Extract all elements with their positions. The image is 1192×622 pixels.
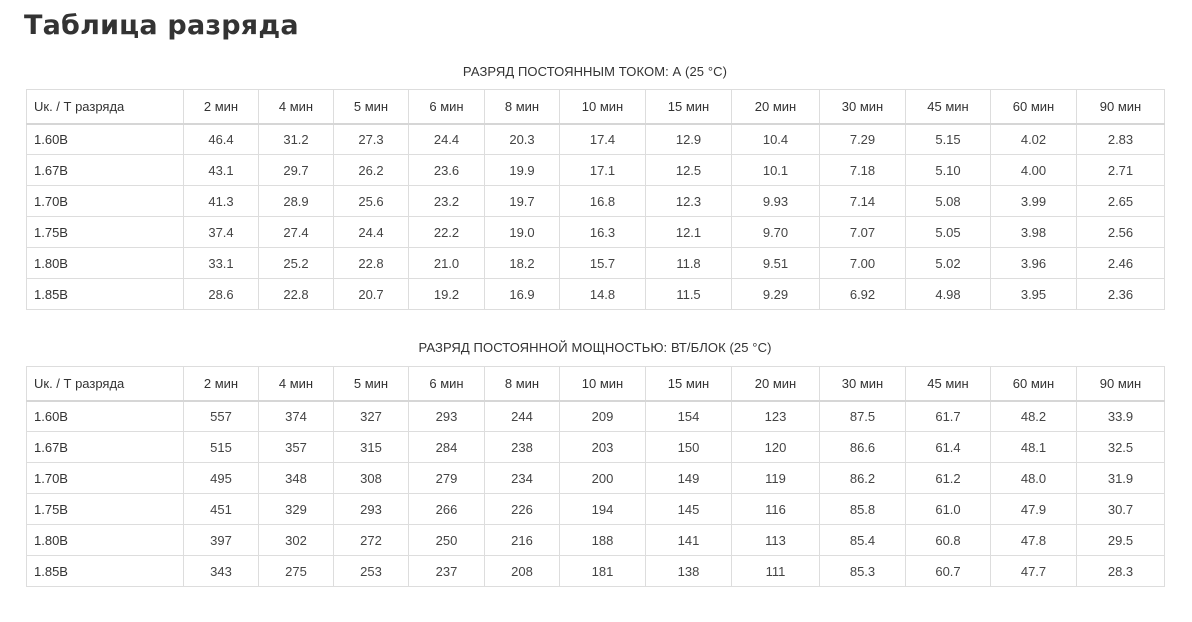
value-cell: 2.56 — [1077, 217, 1165, 248]
value-cell: 495 — [184, 463, 259, 494]
value-cell: 557 — [184, 401, 259, 432]
value-cell: 253 — [334, 556, 409, 587]
value-cell: 86.2 — [820, 463, 906, 494]
header-cell-label: Uк. / Т разряда — [27, 367, 184, 401]
value-cell: 451 — [184, 494, 259, 525]
value-cell: 85.8 — [820, 494, 906, 525]
value-cell: 150 — [646, 432, 732, 463]
value-cell: 357 — [259, 432, 334, 463]
value-cell: 154 — [646, 401, 732, 432]
value-cell: 12.5 — [646, 155, 732, 186]
header-cell: 5 мин — [334, 367, 409, 401]
value-cell: 244 — [485, 401, 560, 432]
value-cell: 226 — [485, 494, 560, 525]
value-cell: 200 — [560, 463, 646, 494]
value-cell: 234 — [485, 463, 560, 494]
value-cell: 315 — [334, 432, 409, 463]
voltage-cell: 1.70В — [27, 463, 184, 494]
header-cell: 2 мин — [184, 90, 259, 124]
value-cell: 61.0 — [906, 494, 991, 525]
value-cell: 12.1 — [646, 217, 732, 248]
value-cell: 113 — [732, 525, 820, 556]
value-cell: 284 — [409, 432, 485, 463]
voltage-cell: 1.75В — [27, 494, 184, 525]
value-cell: 209 — [560, 401, 646, 432]
value-cell: 266 — [409, 494, 485, 525]
voltage-cell: 1.70В — [27, 186, 184, 217]
voltage-cell: 1.67В — [27, 432, 184, 463]
value-cell: 11.8 — [646, 248, 732, 279]
value-cell: 9.51 — [732, 248, 820, 279]
value-cell: 22.8 — [259, 279, 334, 310]
table-row — [27, 432, 1165, 463]
value-cell: 16.9 — [485, 279, 560, 310]
value-cell: 145 — [646, 494, 732, 525]
value-cell: 194 — [560, 494, 646, 525]
value-cell: 61.4 — [906, 432, 991, 463]
value-cell: 216 — [485, 525, 560, 556]
value-cell: 32.5 — [1077, 432, 1165, 463]
value-cell: 30.7 — [1077, 494, 1165, 525]
page-title: Таблица разряда — [24, 10, 299, 41]
header-cell: 6 мин — [409, 90, 485, 124]
table-row — [27, 556, 1165, 587]
value-cell: 181 — [560, 556, 646, 587]
value-cell: 2.65 — [1077, 186, 1165, 217]
value-cell: 85.3 — [820, 556, 906, 587]
header-cell-label: Uк. / Т разряда — [27, 90, 184, 124]
table-row — [27, 279, 1165, 310]
voltage-cell: 1.67В — [27, 155, 184, 186]
voltage-cell: 1.60В — [27, 124, 184, 155]
value-cell: 12.3 — [646, 186, 732, 217]
value-cell: 48.2 — [991, 401, 1077, 432]
voltage-cell: 1.80В — [27, 248, 184, 279]
value-cell: 60.8 — [906, 525, 991, 556]
value-cell: 33.1 — [184, 248, 259, 279]
header-cell: 30 мин — [820, 90, 906, 124]
value-cell: 5.15 — [906, 124, 991, 155]
voltage-cell: 1.60В — [27, 401, 184, 432]
value-cell: 5.10 — [906, 155, 991, 186]
value-cell: 24.4 — [409, 124, 485, 155]
value-cell: 20.3 — [485, 124, 560, 155]
value-cell: 374 — [259, 401, 334, 432]
value-cell: 25.2 — [259, 248, 334, 279]
value-cell: 348 — [259, 463, 334, 494]
value-cell: 19.9 — [485, 155, 560, 186]
value-cell: 119 — [732, 463, 820, 494]
value-cell: 27.4 — [259, 217, 334, 248]
header-cell: 90 мин — [1077, 367, 1165, 401]
value-cell: 28.6 — [184, 279, 259, 310]
value-cell: 31.2 — [259, 124, 334, 155]
value-cell: 14.8 — [560, 279, 646, 310]
value-cell: 3.96 — [991, 248, 1077, 279]
header-cell: 45 мин — [906, 90, 991, 124]
value-cell: 308 — [334, 463, 409, 494]
value-cell: 17.4 — [560, 124, 646, 155]
table-row — [27, 155, 1165, 186]
value-cell: 60.7 — [906, 556, 991, 587]
value-cell: 47.9 — [991, 494, 1077, 525]
value-cell: 22.2 — [409, 217, 485, 248]
value-cell: 21.0 — [409, 248, 485, 279]
header-cell: 10 мин — [560, 90, 646, 124]
value-cell: 120 — [732, 432, 820, 463]
value-cell: 11.5 — [646, 279, 732, 310]
value-cell: 25.6 — [334, 186, 409, 217]
value-cell: 85.4 — [820, 525, 906, 556]
value-cell: 123 — [732, 401, 820, 432]
voltage-cell: 1.75В — [27, 217, 184, 248]
header-cell: 20 мин — [732, 90, 820, 124]
value-cell: 61.2 — [906, 463, 991, 494]
value-cell: 111 — [732, 556, 820, 587]
header-cell: 10 мин — [560, 367, 646, 401]
value-cell: 7.00 — [820, 248, 906, 279]
value-cell: 46.4 — [184, 124, 259, 155]
table-row — [27, 217, 1165, 248]
voltage-cell: 1.80В — [27, 525, 184, 556]
value-cell: 250 — [409, 525, 485, 556]
value-cell: 7.18 — [820, 155, 906, 186]
value-cell: 5.02 — [906, 248, 991, 279]
value-cell: 24.4 — [334, 217, 409, 248]
header-cell: 60 мин — [991, 367, 1077, 401]
value-cell: 4.98 — [906, 279, 991, 310]
header-cell: 8 мин — [485, 367, 560, 401]
value-cell: 19.7 — [485, 186, 560, 217]
value-cell: 275 — [259, 556, 334, 587]
value-cell: 9.70 — [732, 217, 820, 248]
value-cell: 515 — [184, 432, 259, 463]
value-cell: 2.36 — [1077, 279, 1165, 310]
value-cell: 33.9 — [1077, 401, 1165, 432]
value-cell: 3.98 — [991, 217, 1077, 248]
value-cell: 7.07 — [820, 217, 906, 248]
value-cell: 23.6 — [409, 155, 485, 186]
voltage-cell: 1.85В — [27, 556, 184, 587]
value-cell: 27.3 — [334, 124, 409, 155]
value-cell: 4.00 — [991, 155, 1077, 186]
value-cell: 26.2 — [334, 155, 409, 186]
table-row — [27, 124, 1165, 155]
value-cell: 47.8 — [991, 525, 1077, 556]
value-cell: 272 — [334, 525, 409, 556]
value-cell: 116 — [732, 494, 820, 525]
value-cell: 302 — [259, 525, 334, 556]
header-cell: 6 мин — [409, 367, 485, 401]
value-cell: 9.29 — [732, 279, 820, 310]
table-row — [27, 248, 1165, 279]
value-cell: 4.02 — [991, 124, 1077, 155]
value-cell: 86.6 — [820, 432, 906, 463]
value-cell: 22.8 — [334, 248, 409, 279]
constant-power-table — [26, 366, 1165, 587]
header-cell: 45 мин — [906, 367, 991, 401]
value-cell: 19.0 — [485, 217, 560, 248]
value-cell: 10.4 — [732, 124, 820, 155]
value-cell: 16.8 — [560, 186, 646, 217]
value-cell: 397 — [184, 525, 259, 556]
value-cell: 329 — [259, 494, 334, 525]
value-cell: 47.7 — [991, 556, 1077, 587]
value-cell: 2.46 — [1077, 248, 1165, 279]
value-cell: 48.0 — [991, 463, 1077, 494]
value-cell: 9.93 — [732, 186, 820, 217]
value-cell: 7.29 — [820, 124, 906, 155]
value-cell: 43.1 — [184, 155, 259, 186]
header-cell: 20 мин — [732, 367, 820, 401]
value-cell: 238 — [485, 432, 560, 463]
header-cell: 60 мин — [991, 90, 1077, 124]
value-cell: 10.1 — [732, 155, 820, 186]
table-caption-constant-power: РАЗРЯД ПОСТОЯННОЙ МОЩНОСТЬЮ: ВТ/БЛОК (25 °С) — [418, 340, 772, 355]
value-cell: 23.2 — [409, 186, 485, 217]
value-cell: 138 — [646, 556, 732, 587]
value-cell: 20.7 — [334, 279, 409, 310]
value-cell: 28.3 — [1077, 556, 1165, 587]
table-row — [27, 401, 1165, 432]
header-cell: 4 мин — [259, 367, 334, 401]
table-row — [27, 463, 1165, 494]
value-cell: 6.92 — [820, 279, 906, 310]
value-cell: 61.7 — [906, 401, 991, 432]
value-cell: 31.9 — [1077, 463, 1165, 494]
value-cell: 188 — [560, 525, 646, 556]
value-cell: 293 — [409, 401, 485, 432]
table-row — [27, 186, 1165, 217]
value-cell: 18.2 — [485, 248, 560, 279]
value-cell: 7.14 — [820, 186, 906, 217]
value-cell: 3.95 — [991, 279, 1077, 310]
constant-current-table — [26, 89, 1165, 310]
value-cell: 12.9 — [646, 124, 732, 155]
header-cell: 30 мин — [820, 367, 906, 401]
header-cell: 90 мин — [1077, 90, 1165, 124]
value-cell: 141 — [646, 525, 732, 556]
value-cell: 17.1 — [560, 155, 646, 186]
value-cell: 15.7 — [560, 248, 646, 279]
value-cell: 19.2 — [409, 279, 485, 310]
value-cell: 5.05 — [906, 217, 991, 248]
table-header-row — [27, 367, 1165, 401]
value-cell: 29.7 — [259, 155, 334, 186]
value-cell: 208 — [485, 556, 560, 587]
value-cell: 279 — [409, 463, 485, 494]
value-cell: 16.3 — [560, 217, 646, 248]
value-cell: 28.9 — [259, 186, 334, 217]
value-cell: 2.83 — [1077, 124, 1165, 155]
value-cell: 327 — [334, 401, 409, 432]
value-cell: 87.5 — [820, 401, 906, 432]
value-cell: 237 — [409, 556, 485, 587]
value-cell: 343 — [184, 556, 259, 587]
value-cell: 2.71 — [1077, 155, 1165, 186]
table-row — [27, 525, 1165, 556]
header-cell: 15 мин — [646, 90, 732, 124]
value-cell: 29.5 — [1077, 525, 1165, 556]
header-cell: 5 мин — [334, 90, 409, 124]
value-cell: 5.08 — [906, 186, 991, 217]
header-cell: 15 мин — [646, 367, 732, 401]
header-cell: 2 мин — [184, 367, 259, 401]
value-cell: 293 — [334, 494, 409, 525]
value-cell: 41.3 — [184, 186, 259, 217]
value-cell: 3.99 — [991, 186, 1077, 217]
value-cell: 203 — [560, 432, 646, 463]
header-cell: 4 мин — [259, 90, 334, 124]
table-caption-constant-current: РАЗРЯД ПОСТОЯННЫМ ТОКОМ: А (25 °С) — [462, 64, 728, 79]
header-cell: 8 мин — [485, 90, 560, 124]
value-cell: 149 — [646, 463, 732, 494]
table-header-row — [27, 90, 1165, 124]
value-cell: 37.4 — [184, 217, 259, 248]
voltage-cell: 1.85В — [27, 279, 184, 310]
table-row — [27, 494, 1165, 525]
value-cell: 48.1 — [991, 432, 1077, 463]
